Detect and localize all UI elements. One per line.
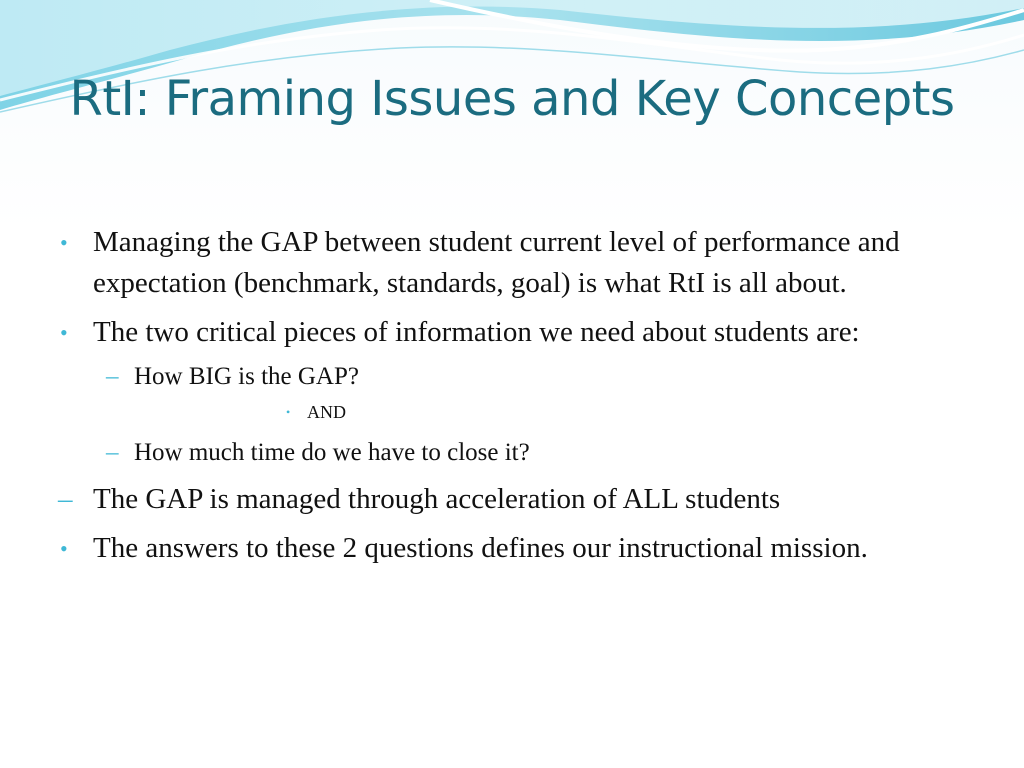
bullet-icon: • (60, 536, 68, 561)
dash-icon: – (106, 363, 119, 390)
bullet-icon: • (60, 230, 68, 255)
sub-item (58, 435, 978, 471)
bullet-text: The answers to these 2 questions defines our instructional mission. (93, 532, 868, 564)
bullet-item (58, 479, 978, 520)
dash-icon: – (106, 439, 119, 466)
dash-icon: – (58, 483, 73, 515)
sub-item-text: How BIG is the GAP? (134, 363, 359, 390)
sub-item (58, 359, 978, 395)
slide-title: RtI: Framing Issues and Key Concepts (69, 71, 955, 127)
bullet-item (58, 312, 978, 353)
bullet-item (58, 222, 978, 304)
sub-sub-item (58, 399, 978, 425)
bullet-text: The GAP is managed through acceleration of ALL students (93, 483, 781, 515)
sub-item-text: How much time do we have to close it? (134, 439, 530, 466)
sub-sub-item-text: AND (307, 402, 346, 422)
bullet-item (58, 528, 978, 569)
bullet-icon: • (286, 405, 291, 419)
bullet-text: The two critical pieces of information we need about students are: (93, 316, 860, 348)
bullet-list (58, 222, 978, 569)
bullet-text: Managing the GAP between student current level of performance and expectation (benchmark, standards, goal) is what RtI is all about. (93, 226, 900, 299)
bullet-icon: • (60, 320, 68, 345)
